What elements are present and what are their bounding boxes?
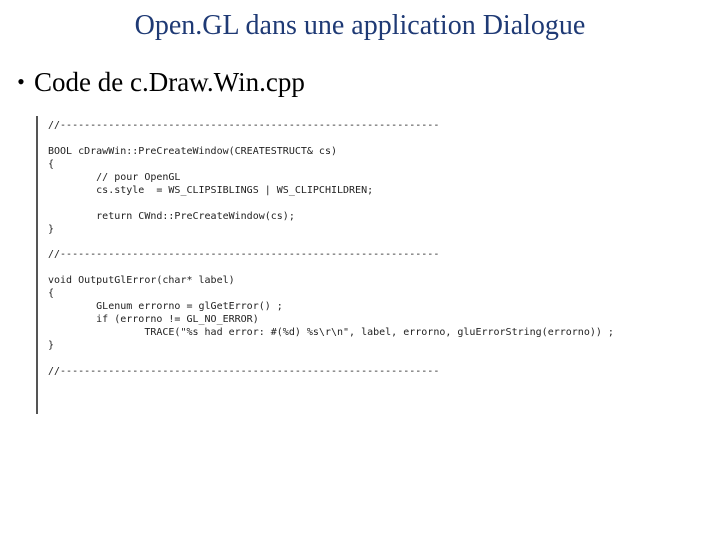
code-line xyxy=(48,262,614,275)
code-line xyxy=(48,353,614,366)
code-line: //--------------------------------------------------------------- xyxy=(48,120,440,131)
code-line: // pour OpenGL xyxy=(48,171,181,183)
code-panel xyxy=(36,116,696,414)
code-line: cs.style = WS_CLIPSIBLINGS | WS_CLIPCHILDREN; xyxy=(48,184,374,196)
code-line: TRACE("%s had error: #(%d) %s\r\n", label, errorno, gluErrorString(errorno)) ; xyxy=(48,327,614,338)
code-line: { xyxy=(48,288,55,300)
code-line: void OutputGlError(char* label) xyxy=(48,275,235,287)
code-line xyxy=(48,198,614,211)
bullet-item xyxy=(8,62,305,102)
code-line: BOOL cDrawWin::PreCreateWindow(CREATESTRUCT& cs) xyxy=(48,145,337,157)
code-line: { xyxy=(48,158,55,170)
code-line xyxy=(48,236,614,249)
code-line: //--------------------------------------------------------------- xyxy=(48,365,440,377)
slide-title: Open.GL dans une application Dialogue xyxy=(134,10,586,41)
code-line: } xyxy=(48,339,55,351)
code-line: return CWnd::PreCreateWindow(cs); xyxy=(48,210,295,222)
code-line: if (errorno != GL_NO_ERROR) xyxy=(48,314,259,326)
code-line: GLenum errorno = glGetError() ; xyxy=(48,301,283,313)
bullet-text: Code de c.Draw.Win.cpp xyxy=(34,66,305,97)
code-line xyxy=(48,133,614,146)
code-line: //--------------------------------------------------------------- xyxy=(48,249,440,261)
code-line: } xyxy=(48,223,55,235)
code-block xyxy=(48,120,614,379)
bullet-dot-icon: • xyxy=(17,69,25,94)
